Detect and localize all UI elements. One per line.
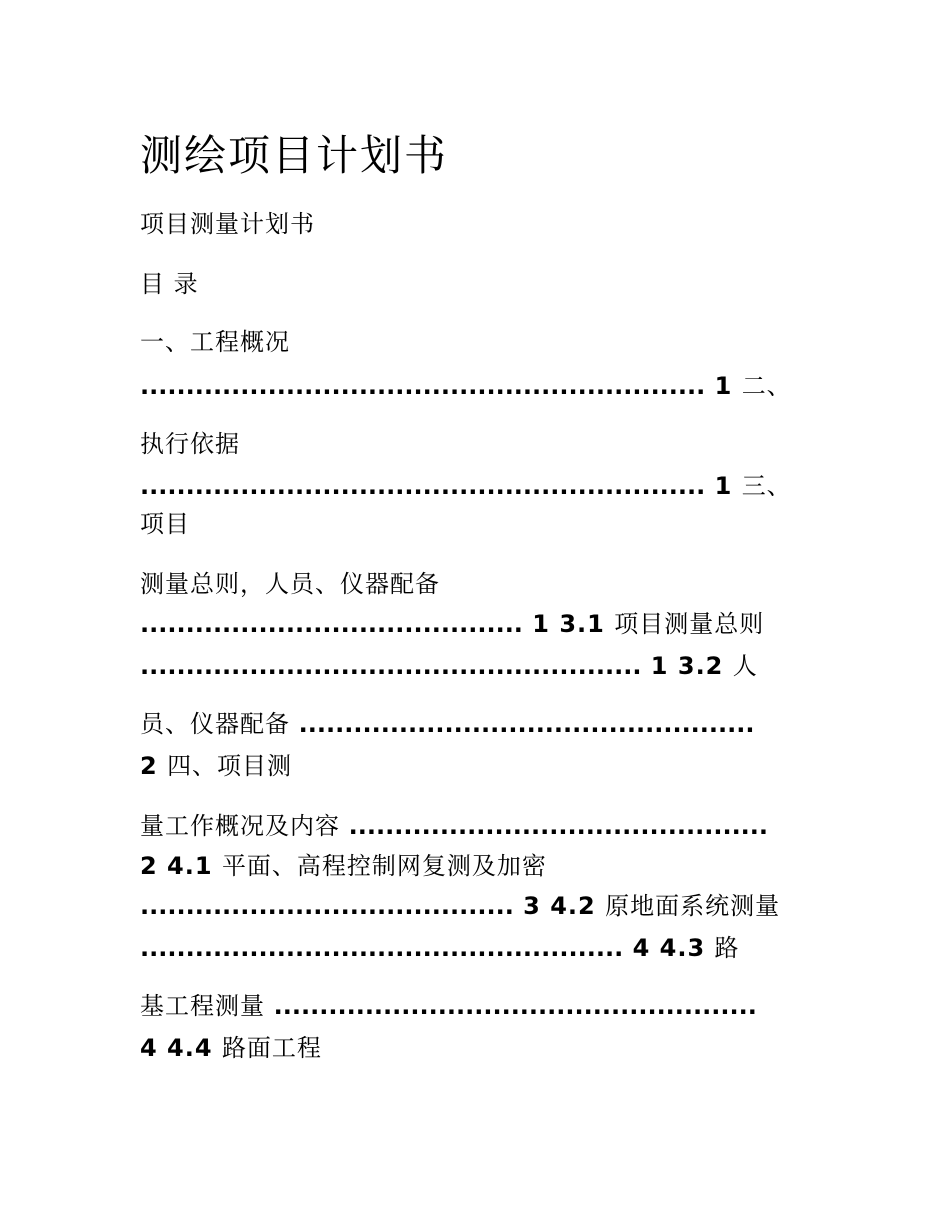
- toc-line: [140, 508, 190, 540]
- dot-leader: .....................................................: [273, 992, 757, 1020]
- toc-line: [140, 850, 547, 882]
- toc-text: 1: [705, 472, 742, 500]
- toc-text: 原地面系统测量: [605, 892, 781, 920]
- dot-leader: ..........................................: [140, 610, 523, 638]
- toc-line: [140, 708, 755, 740]
- toc-text: 三、: [741, 472, 792, 500]
- toc-line: [140, 326, 290, 358]
- dot-leader: ..............................................................: [140, 372, 706, 400]
- toc-line: [140, 750, 292, 782]
- toc-line: [140, 932, 740, 964]
- toc-text: 人: [732, 652, 758, 680]
- toc-text: 项目测量计划书: [140, 210, 315, 238]
- dot-leader: .........................................: [140, 892, 514, 920]
- toc-text: 1 3.2: [641, 652, 733, 680]
- toc-line: [140, 370, 792, 402]
- toc-text: 4 4.3: [623, 934, 715, 962]
- toc-text: 一、工程概况: [140, 328, 290, 356]
- toc-text: 测量总则，人员、仪器配备: [140, 570, 440, 598]
- toc-line: [140, 568, 440, 600]
- toc-text: 2 4.1: [140, 852, 222, 880]
- toc-text: 项目测量总则: [614, 610, 765, 638]
- toc-text: 执行依据: [140, 430, 240, 458]
- toc-line: [140, 1032, 322, 1064]
- toc-line: [140, 608, 764, 640]
- toc-text: 四、项目测: [167, 752, 293, 780]
- toc-line: [140, 650, 758, 682]
- toc-line: [140, 810, 768, 842]
- toc-line: [140, 890, 780, 922]
- toc-text: 4 4.4: [140, 1034, 222, 1062]
- dot-leader: ..............................................................: [140, 472, 706, 500]
- toc-text: 3 4.2: [513, 892, 606, 920]
- toc-text: 1 3.1: [522, 610, 615, 638]
- toc-line: [140, 268, 199, 300]
- dot-leader: .....................................................: [140, 934, 624, 962]
- toc-line: [140, 208, 315, 240]
- toc-text: 目 录: [140, 270, 199, 298]
- toc-line: [140, 470, 792, 502]
- toc-text: 量工作概况及内容: [140, 812, 349, 840]
- toc-text: 路: [714, 934, 740, 962]
- toc-line: [140, 428, 240, 460]
- dot-leader: ..................................................: [298, 710, 755, 738]
- toc-text: 项目: [140, 510, 190, 538]
- toc-text: 路面工程: [221, 1034, 322, 1062]
- toc-text: 二、: [741, 372, 792, 400]
- toc-text: 1: [705, 372, 742, 400]
- toc-text: 平面、高程控制网复测及加密: [221, 852, 547, 880]
- dot-leader: .......................................................: [140, 652, 642, 680]
- toc-line: [140, 990, 757, 1022]
- document-title: 测绘项目计划书: [140, 131, 449, 180]
- toc-text: 员、仪器配备: [140, 710, 299, 738]
- toc-text: 基工程测量: [140, 992, 274, 1020]
- toc-text: 2: [140, 752, 168, 780]
- dot-leader: ..............................................: [348, 812, 769, 840]
